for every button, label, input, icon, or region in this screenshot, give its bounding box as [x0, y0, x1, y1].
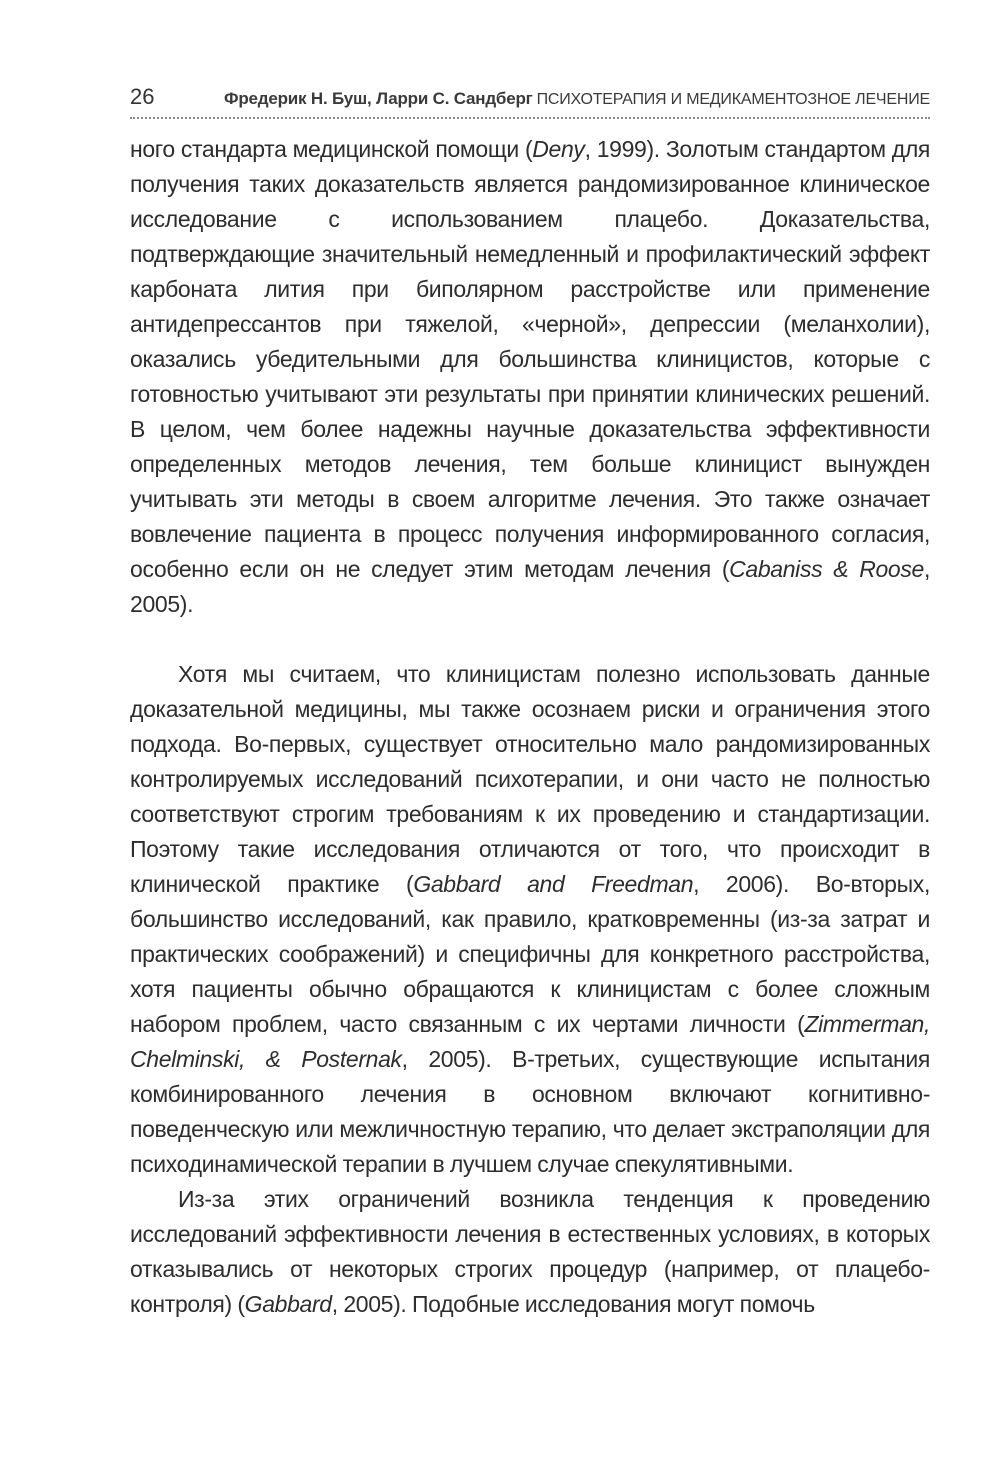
- text-run: , 1999). Золотым стандартом для получения таких доказательств является рандомизированное клиническое исследование с использованием плацебо. Доказательства, подтверждающие значительный немедленный и профилактический эффект карбоната лития при биполярном расстройстве или применение антидепрессантов при тяжелой, «черной», депрессии (меланхолии), оказались убедительными для большинства клиницистов, которые с готовностью учитывают эти результаты при принятии клинических решений. В целом, чем более надежны научные доказательства эффективности определенных методов лечения, тем больше клиницист вынужден учитывать эти методы в своем алгоритме лечения. Это также означает вовлечение пациента в процесс получения информированного согласия, особенно если он не следует этим методам лечения (: [130, 136, 930, 582]
- text-run: , 2005). В-третьих, существующие испытания комбинированного лечения в основном включают когнитивно-поведенческую или межличностную терапию, что делает экстраполяции для психодинамической терапии в лучшем случае спекулятивными.: [130, 1046, 931, 1177]
- citation-author: Zimmerman, Chelminski, & Posternak: [130, 1011, 930, 1072]
- citation-author: Cabaniss & Roose: [729, 556, 924, 582]
- paragraph-continuation: [130, 132, 930, 622]
- page-number: 26: [130, 84, 155, 109]
- text-run: Из-за этих ограничений возникла тенденция к проведению исследований эффективности лечения в естественных условиях, в которых отказывались от некоторых строгих процедур (например, от плацебо-контроля) (: [130, 1186, 930, 1317]
- text-run: Хотя мы считаем, что клиницистам полезно использовать данные доказательной медицины, мы также осознаем риски и ограничения этого подхода. Во-первых, существует относительно мало рандомизированных контролируемых исследований психотерапии, и они часто не полностью соответствуют строгим требованиям к их проведению и стандартизации. Поэтому такие исследования отличаются от того, что происходит в клинической практике (: [130, 661, 930, 897]
- paragraph-evidence-limits: [130, 657, 930, 1182]
- paragraph-naturalistic-studies: [130, 1182, 930, 1322]
- text-run: , 2006). Во-вторых, большинство исследований, как правило, кратковременны (из-за затрат и практических соображений) и специфичны для конкретного расстройства, хотя пациенты обычно обращаются к клиницистам с более сложным набором проблем, часто связанным с их чертами личности (: [130, 871, 930, 1037]
- citation-author: Deny: [532, 136, 585, 162]
- running-head-book-title: ПСИХОТЕРАПИЯ И МЕДИКАМЕНТОЗНОЕ ЛЕЧЕНИЕ: [536, 91, 930, 108]
- body-text: [130, 132, 930, 1322]
- text-run: ного стандарта медицинской помощи (: [130, 136, 533, 162]
- header-divider: [130, 117, 930, 119]
- page-header: [130, 84, 930, 114]
- text-run: , 2005). Подобные исследования могут помочь: [331, 1291, 815, 1317]
- citation-author: Gabbard: [244, 1291, 332, 1317]
- running-head: [224, 89, 930, 109]
- citation-author: Gabbard and Freedman: [413, 871, 694, 897]
- running-head-authors: Фредерик Н. Буш, Ларри С. Сандберг: [224, 89, 533, 108]
- book-page: [130, 0, 930, 1466]
- text-run: , 2005).: [130, 556, 930, 617]
